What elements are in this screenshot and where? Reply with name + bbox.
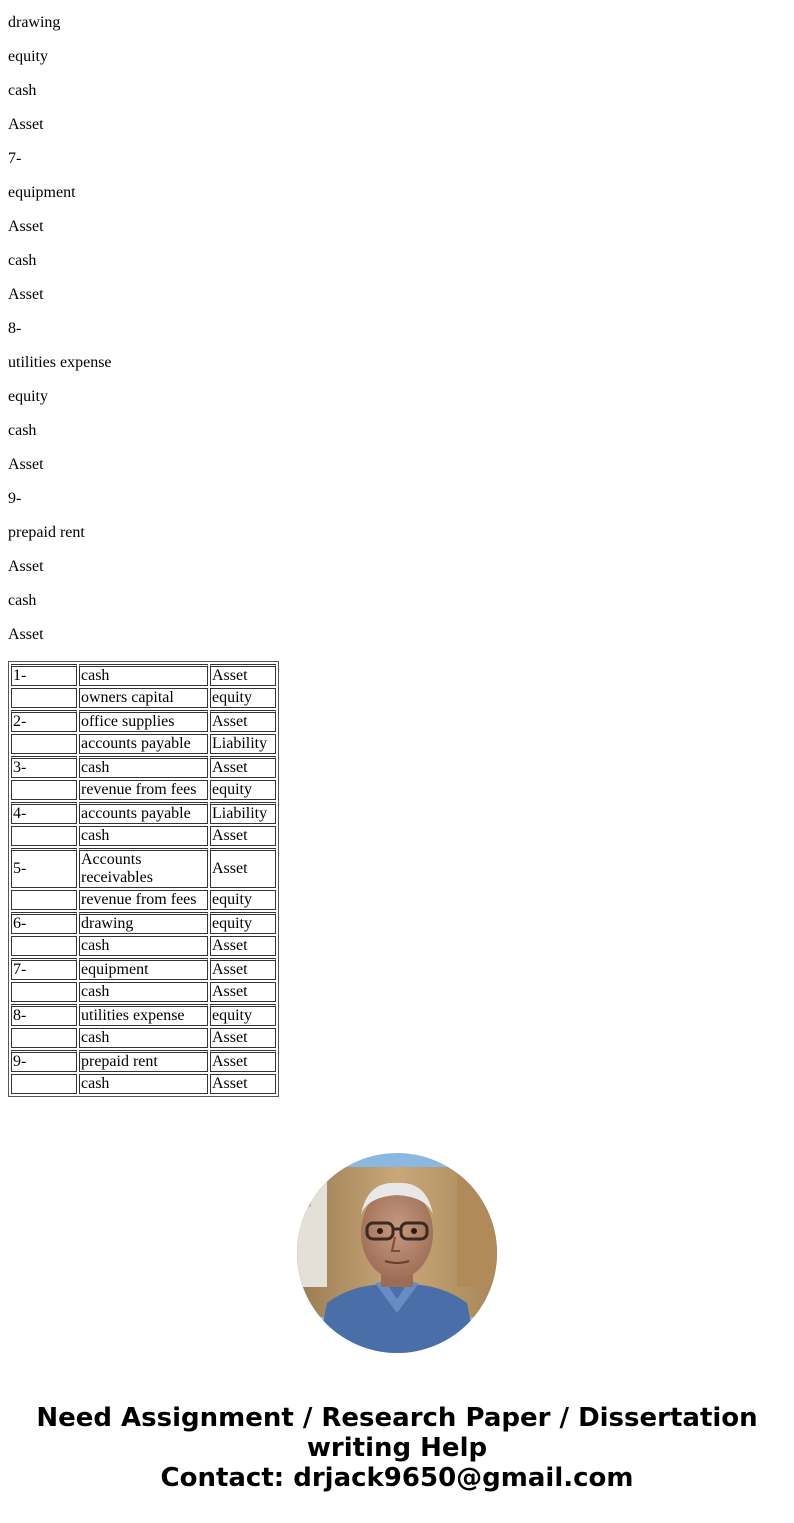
journal-entry: [11, 664, 276, 708]
text-line: equipment: [8, 184, 76, 201]
account-cell: cash: [79, 982, 208, 1002]
account-cell: cash: [79, 1028, 208, 1048]
text-line: cash: [8, 592, 37, 609]
entry-number-cell: 4-: [11, 802, 77, 824]
account-type-cell: equity: [210, 1004, 276, 1026]
account-cell: revenue from fees: [79, 890, 208, 910]
text-line: Asset: [8, 286, 44, 303]
text-line: drawing: [8, 14, 61, 31]
table-row: [11, 734, 276, 754]
table-row: [11, 756, 276, 778]
entry-number-cell: [11, 734, 77, 754]
entry-number-cell: 3-: [11, 756, 77, 778]
entry-number-cell: 5-: [11, 848, 77, 888]
account-cell: drawing: [79, 912, 208, 934]
text-line: 9-: [8, 490, 22, 507]
account-type-cell: Asset: [210, 936, 276, 956]
text-line: 7-: [8, 150, 22, 167]
table-row: [11, 982, 276, 1002]
account-cell: office supplies: [79, 710, 208, 732]
account-type-cell: Asset: [210, 826, 276, 846]
text-line: utilities expense: [8, 354, 112, 371]
banner-line-2: writing Help: [306, 1433, 488, 1463]
text-line: cash: [8, 82, 37, 99]
contact-banner: [0, 1403, 794, 1493]
account-type-cell: equity: [210, 912, 276, 934]
journal-entry: [11, 710, 276, 754]
account-cell: Accounts receivables: [79, 848, 208, 888]
account-type-cell: Asset: [210, 756, 276, 778]
banner-contact: Contact: drjack9650@gmail.com: [160, 1463, 634, 1493]
entry-number-cell: 9-: [11, 1050, 77, 1072]
account-cell: accounts payable: [79, 802, 208, 824]
text-line: Asset: [8, 116, 44, 133]
table-row: [11, 912, 276, 934]
banner-line-1: Need Assignment / Research Paper / Dissertation: [36, 1403, 758, 1433]
table-row: [11, 1050, 276, 1072]
entry-number-cell: [11, 688, 77, 708]
account-cell: revenue from fees: [79, 780, 208, 800]
account-type-cell: equity: [210, 688, 276, 708]
account-type-cell: Asset: [210, 958, 276, 980]
entry-number-cell: 8-: [11, 1004, 77, 1026]
text-line: equity: [8, 388, 48, 405]
text-line: prepaid rent: [8, 524, 85, 541]
text-line: 8-: [8, 320, 22, 337]
entry-number-cell: [11, 1028, 77, 1048]
entry-number-cell: [11, 780, 77, 800]
journal-entry: [11, 1004, 276, 1048]
entry-number-cell: [11, 826, 77, 846]
avatar: [297, 1153, 497, 1353]
table-row: [11, 848, 276, 888]
account-cell: utilities expense: [79, 1004, 208, 1026]
account-type-cell: Liability: [210, 802, 276, 824]
entry-number-cell: 6-: [11, 912, 77, 934]
journal-table: [8, 661, 279, 1097]
text-lines: [8, 14, 112, 660]
account-cell: cash: [79, 936, 208, 956]
account-type-cell: Asset: [210, 848, 276, 888]
account-cell: cash: [79, 756, 208, 778]
person-photo-icon: [297, 1153, 497, 1353]
account-cell: equipment: [79, 958, 208, 980]
account-type-cell: equity: [210, 780, 276, 800]
account-type-cell: equity: [210, 890, 276, 910]
table-row: [11, 802, 276, 824]
account-type-cell: Asset: [210, 664, 276, 686]
table-row: [11, 664, 276, 686]
account-cell: cash: [79, 826, 208, 846]
table-row: [11, 936, 276, 956]
table-row: [11, 1004, 276, 1026]
table-row: [11, 688, 276, 708]
account-type-cell: Asset: [210, 710, 276, 732]
account-type-cell: Liability: [210, 734, 276, 754]
text-line: cash: [8, 252, 37, 269]
text-line: equity: [8, 48, 48, 65]
table-row: [11, 780, 276, 800]
entry-number-cell: 7-: [11, 958, 77, 980]
text-line: Asset: [8, 456, 44, 473]
entry-number-cell: [11, 1074, 77, 1094]
account-type-cell: Asset: [210, 1050, 276, 1072]
entry-number-cell: [11, 936, 77, 956]
account-type-cell: Asset: [210, 1074, 276, 1094]
journal-entry: [11, 756, 276, 800]
table-row: [11, 826, 276, 846]
entry-number-cell: 2-: [11, 710, 77, 732]
journal-entry: [11, 1050, 276, 1094]
account-cell: accounts payable: [79, 734, 208, 754]
journal-entry: [11, 912, 276, 956]
table-row: [11, 890, 276, 910]
table-row: [11, 1028, 276, 1048]
table-row: [11, 710, 276, 732]
table-row: [11, 1074, 276, 1094]
text-line: Asset: [8, 218, 44, 235]
text-line: Asset: [8, 626, 44, 643]
account-cell: cash: [79, 1074, 208, 1094]
table-row: [11, 958, 276, 980]
journal-entry: [11, 958, 276, 1002]
journal-entry: [11, 848, 276, 910]
account-type-cell: Asset: [210, 982, 276, 1002]
account-type-cell: Asset: [210, 1028, 276, 1048]
text-line: cash: [8, 422, 37, 439]
entry-number-cell: [11, 982, 77, 1002]
account-cell: cash: [79, 664, 208, 686]
entry-number-cell: 1-: [11, 664, 77, 686]
text-line: Asset: [8, 558, 44, 575]
entry-number-cell: [11, 890, 77, 910]
journal-entry: [11, 802, 276, 846]
account-cell: prepaid rent: [79, 1050, 208, 1072]
account-cell: owners capital: [79, 688, 208, 708]
